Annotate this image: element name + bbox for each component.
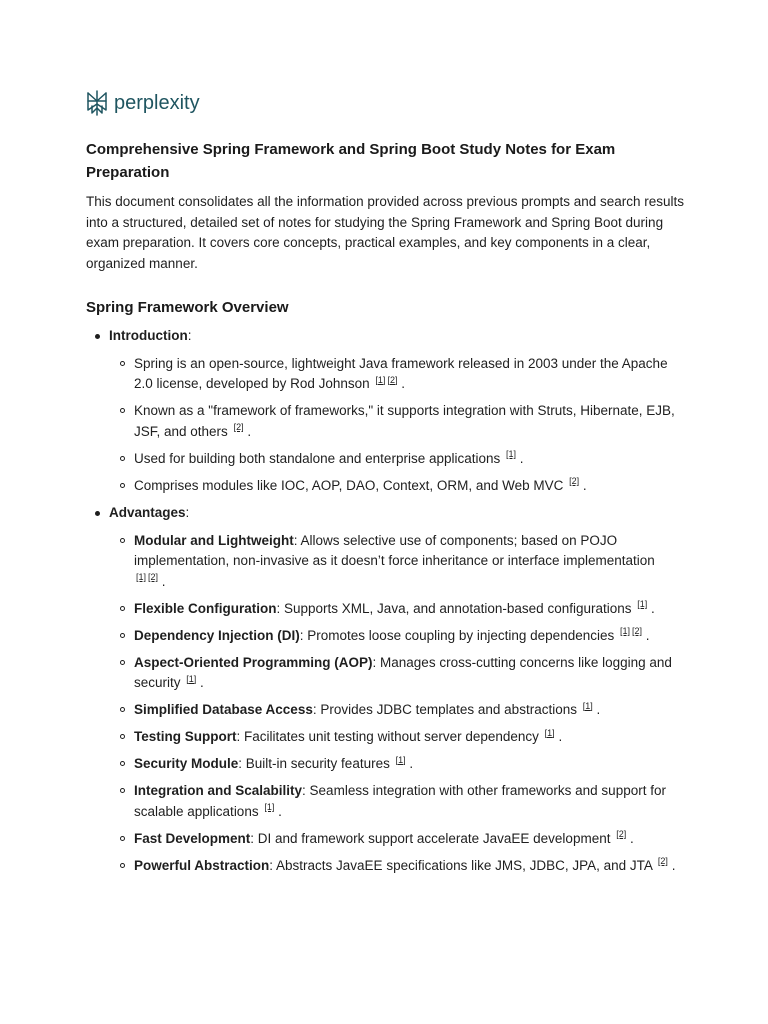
citation-group: [2] . (657, 856, 676, 873)
topic-list (86, 326, 686, 876)
citation-link[interactable]: [2] (148, 572, 159, 582)
list-item-term: Aspect-Oriented Programming (AOP) (134, 654, 373, 670)
citation-link[interactable]: [1] (395, 754, 406, 765)
list-item (109, 829, 686, 850)
list-item-text: Used for building both standalone and enterprise applications (134, 450, 504, 466)
topic-sublist (109, 531, 686, 877)
list-item (109, 653, 686, 694)
list-item-term: Flexible Configuration (134, 600, 277, 616)
topic-group: Advantages: Modular and Lightweight: Allows selective use of components; based on POJO implementation, non-invasive as it doesn’t force inheritance or interface implementation [1] [2] . Flexible Configuration: Supports XML, Java, and annotation-based configurations [1] . Dependency Injection (DI): Promotes loose coupling by injecting dependencies [1] [2] . Aspect-Oriented Programming (AOP): Manages cross-cutting concerns like logging and security [1] . Simplified Database Access: Provides JDBC templates and abstractions [1] . Testing Support: Facilitates unit testing without server dependency [1] . Security Module: Built-in security features [1] . Integration and Scalability: Seamless integration with other frameworks and support for scalable applications [1] . Fast Development: DI and framework support accelerate JavaEE development [2] . Powerful Abstraction: Abstracts JavaEE specifications like JMS, JDBC, JPA, and JTA [2] . (86, 503, 686, 876)
citation-link[interactable]: [1] (186, 673, 197, 684)
citation-link[interactable]: [2] (569, 476, 580, 486)
citation-group: [2] . (233, 422, 252, 439)
topic-group-label: Introduction (109, 328, 188, 343)
list-item-text: : Seamless integration with other frameworks and support for scalable applications (134, 783, 666, 819)
citation-group: [1] . (395, 754, 414, 771)
citation-link[interactable]: [1] (375, 374, 386, 385)
list-item-term: Fast Development (134, 830, 251, 846)
list-item (109, 401, 686, 442)
document-title: Comprehensive Spring Framework and Spring Boot Study Notes for Exam Preparation (86, 141, 616, 181)
list-item (109, 476, 686, 497)
list-item-term: Security Module (134, 756, 239, 771)
list-item (109, 727, 686, 748)
citation-link[interactable]: [1] (619, 626, 630, 636)
list-item (109, 599, 686, 620)
citation-group: [1] . (582, 700, 601, 717)
citation-group: [1] . (506, 449, 524, 466)
brand-name: perplexity (114, 92, 200, 114)
list-item (109, 754, 686, 775)
citation-link[interactable]: [1] (637, 599, 648, 609)
list-item (109, 531, 686, 593)
citation-group: [2] . (569, 476, 587, 493)
citation-group: [1] [2] . (619, 626, 650, 643)
list-item-text: : Manages cross-cutting concerns like logging and security (134, 654, 672, 690)
citation-group: [1] . (264, 802, 282, 819)
citation-link[interactable]: [1] (264, 802, 275, 812)
document-content (86, 138, 686, 883)
perplexity-logo-icon (86, 90, 108, 116)
list-item-text: : Built-in security features (238, 756, 394, 771)
citation-link[interactable]: [2] (387, 374, 398, 385)
citation-group: [1] . (637, 599, 655, 616)
list-item-text: Known as a "framework of frameworks," it supports integration with Struts, Hibernate, EJB, JSF, and others (134, 403, 675, 439)
list-item-term: Testing Support (134, 729, 237, 744)
list-item (109, 354, 686, 395)
section-heading: Spring Framework Overview (86, 299, 289, 316)
list-item (109, 700, 686, 721)
list-item (109, 626, 686, 647)
list-item-text: : Supports XML, Java, and annotation-based configurations (276, 600, 636, 616)
list-item-text: : Facilitates unit testing without server dependency (236, 729, 543, 744)
citation-link[interactable]: [2] (233, 422, 244, 432)
citation-link[interactable]: [2] (616, 829, 627, 839)
citation-link[interactable]: [1] (582, 700, 593, 711)
list-item (109, 856, 686, 877)
list-item-term: Modular and Lightweight (134, 532, 294, 548)
topic-sublist (109, 354, 686, 497)
topic-group-label: Advantages (109, 505, 186, 520)
citation-link[interactable]: [2] (632, 626, 643, 636)
citation-link[interactable]: [2] (657, 856, 668, 866)
list-item-text: : Promotes loose coupling by injecting dependencies (299, 627, 618, 643)
list-item-text: : Abstracts JavaEE specifications like JMS, JDBC, JPA, and JTA (269, 857, 656, 873)
list-item-text: : DI and framework support accelerate JavaEE development (250, 830, 615, 846)
list-item-text: : Allows selective use of components; based on POJO implementation, non-invasive as it doesn’t force inheritance or interface implementation (134, 532, 655, 568)
citation-link[interactable]: [1] (136, 572, 147, 582)
list-item-term: Integration and Scalability (134, 783, 303, 798)
list-item-term: Dependency Injection (DI) (134, 627, 300, 643)
citation-group: [1] [2] . (375, 374, 405, 391)
citation-group: [1] [2] . (136, 572, 166, 589)
citation-group: [1] . (186, 673, 204, 690)
list-item-term: Simplified Database Access (134, 702, 313, 717)
list-item-text: Spring is an open-source, lightweight Java framework released in 2003 under the Apache 2.0 license, developed by Rod Johnson (134, 355, 668, 391)
list-item-text: : Provides JDBC templates and abstractions (312, 702, 581, 717)
list-item (109, 781, 686, 822)
intro-paragraph: This document consolidates all the information provided across previous prompts and search results into a structured, detailed set of notes for studying the Spring Framework and Spring Boot during exam preparation. It covers core concepts, practical examples, and key components in a clear, organized manner. (86, 194, 685, 271)
citation-group: [1] . (544, 727, 563, 744)
citation-group: [2] . (616, 829, 634, 846)
list-item-text: Comprises modules like IOC, AOP, DAO, Context, ORM, and Web MVC (134, 477, 568, 493)
topic-group: Introduction: Spring is an open-source, lightweight Java framework released in 2003 under the Apache 2.0 license, developed by Rod Johnson [1] [2] . Known as a "framework of frameworks," it supports integration with Struts, Hibernate, EJB, JSF, and others [2] . Used for building both standalone and enterprise applications [1] . Comprises modules like IOC, AOP, DAO, Context, ORM, and Web MVC [2] . (86, 326, 686, 496)
list-item-term: Powerful Abstraction (134, 857, 270, 873)
brand-logo (86, 90, 200, 116)
list-item (109, 449, 686, 470)
citation-link[interactable]: [1] (544, 727, 555, 738)
citation-link[interactable]: [1] (506, 449, 517, 459)
